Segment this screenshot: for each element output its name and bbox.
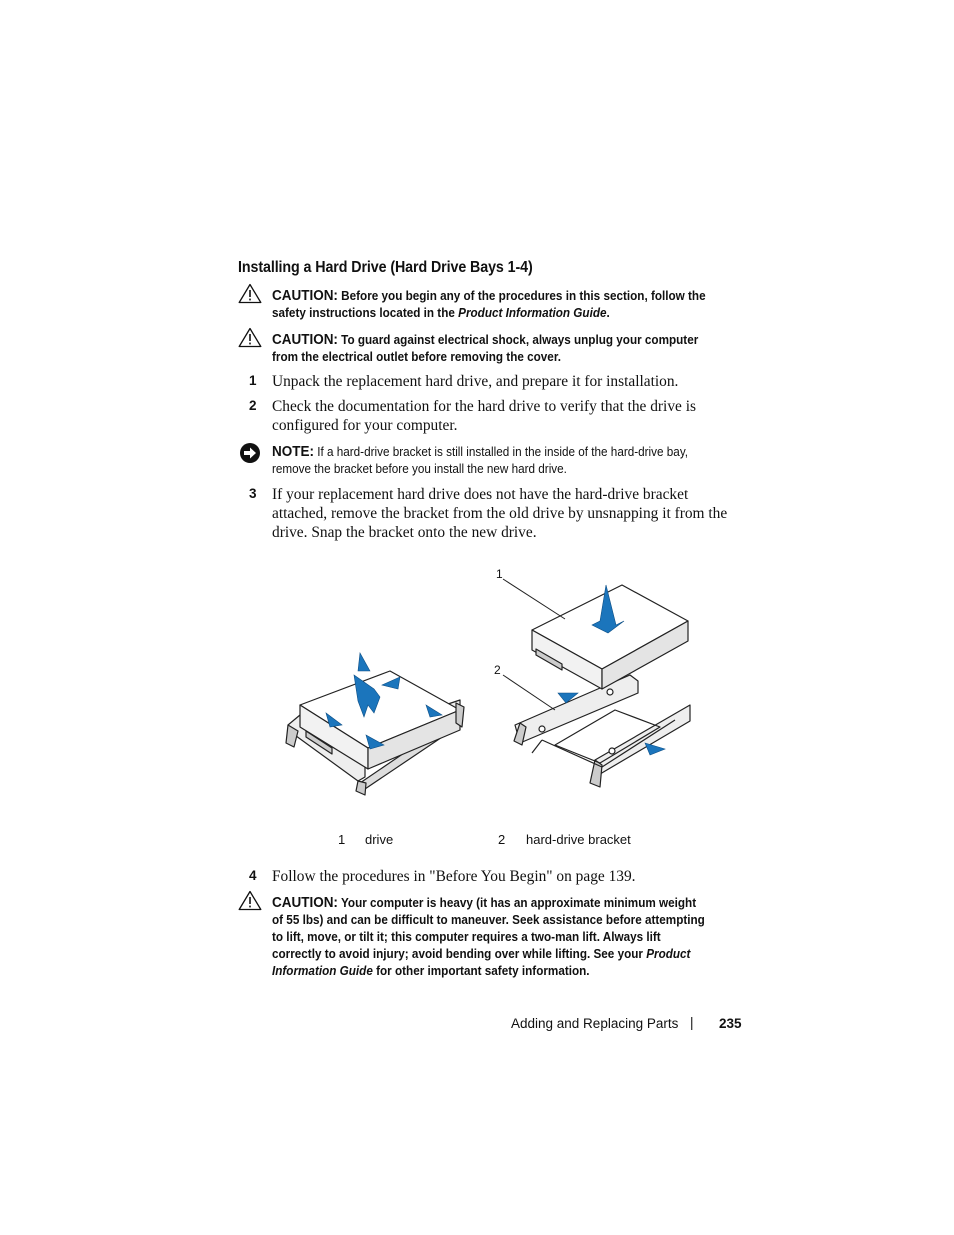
caution-icon: [238, 283, 262, 304]
figure-callout-2: 2: [494, 663, 501, 677]
caution-1-text: Before you begin any of the procedures in this section, follow the safety instructions located in the: [272, 289, 706, 320]
caution-1-end: .: [606, 306, 610, 320]
caution-label: CAUTION:: [272, 895, 338, 911]
legend-item-2-number: 2: [498, 832, 506, 847]
step-2-text: Check the documentation for the hard drive to verify that the drive is configured for your computer.: [272, 398, 696, 434]
figure-callout-1: 1: [496, 567, 503, 581]
section-heading: Installing a Hard Drive (Hard Drive Bays 1-4): [238, 259, 533, 276]
step-3-text: If your replacement hard drive does not have the hard-drive bracket attached, remove the bracket from the old drive by unsnapping it from the drive. Snap the bracket onto the new drive.: [272, 486, 728, 541]
small-arrow-6: [645, 743, 665, 755]
caution-3: [272, 895, 709, 980]
step-4-number: 4: [249, 868, 257, 883]
hard-drive-figure: [270, 555, 710, 805]
caution-3-text: Your computer is heavy (it has an approximate minimum weight of 55 lbs) and can be difficult to maneuver. Seek assistance before attempting to lift, move, or tilt it; this computer requires a two-man lift. Always lift correctly to avoid injury; avoid bending over while lifting. See your: [272, 896, 705, 961]
caution-2-text: To guard against electrical shock, always unplug your computer from the electrical outlet before removing the cover.: [272, 333, 699, 364]
footer-section-title: Adding and Replacing Parts: [511, 1016, 679, 1031]
caution-label: CAUTION:: [272, 332, 338, 348]
page-number: 235: [719, 1016, 742, 1031]
note: [272, 444, 709, 478]
caution-icon: [238, 327, 262, 348]
step-1-number: 1: [249, 373, 257, 388]
caution-label: CAUTION:: [272, 288, 338, 304]
legend-item-2-label: hard-drive bracket: [526, 832, 631, 847]
step-2-number: 2: [249, 398, 257, 413]
note-label: NOTE:: [272, 444, 314, 460]
step-1-text: Unpack the replacement hard drive, and prepare it for installation.: [272, 373, 679, 390]
legend-item-1-number: 1: [338, 832, 346, 847]
caution-1-guide: Product Information Guide: [458, 306, 607, 320]
note-icon: [239, 442, 261, 464]
caution-icon: [238, 890, 262, 911]
step-3-number: 3: [249, 486, 257, 501]
caution-3-end: for other important safety information.: [372, 964, 590, 978]
right-bracket-assembly: [514, 675, 690, 787]
caution-2: [272, 332, 709, 366]
caution-3-guide: Product Information Guide: [272, 947, 691, 978]
footer-separator: |: [690, 1015, 694, 1030]
left-drive-assembly: [286, 671, 464, 795]
legend-item-1-label: drive: [365, 832, 394, 847]
step-4-text: Follow the procedures in "Before You Begin" on page 139.: [272, 868, 636, 885]
caution-1: [272, 288, 709, 322]
note-text: If a hard-drive bracket is still installed in the inside of the hard-drive bay, remove the bracket before you install the new hard drive.: [272, 445, 689, 476]
